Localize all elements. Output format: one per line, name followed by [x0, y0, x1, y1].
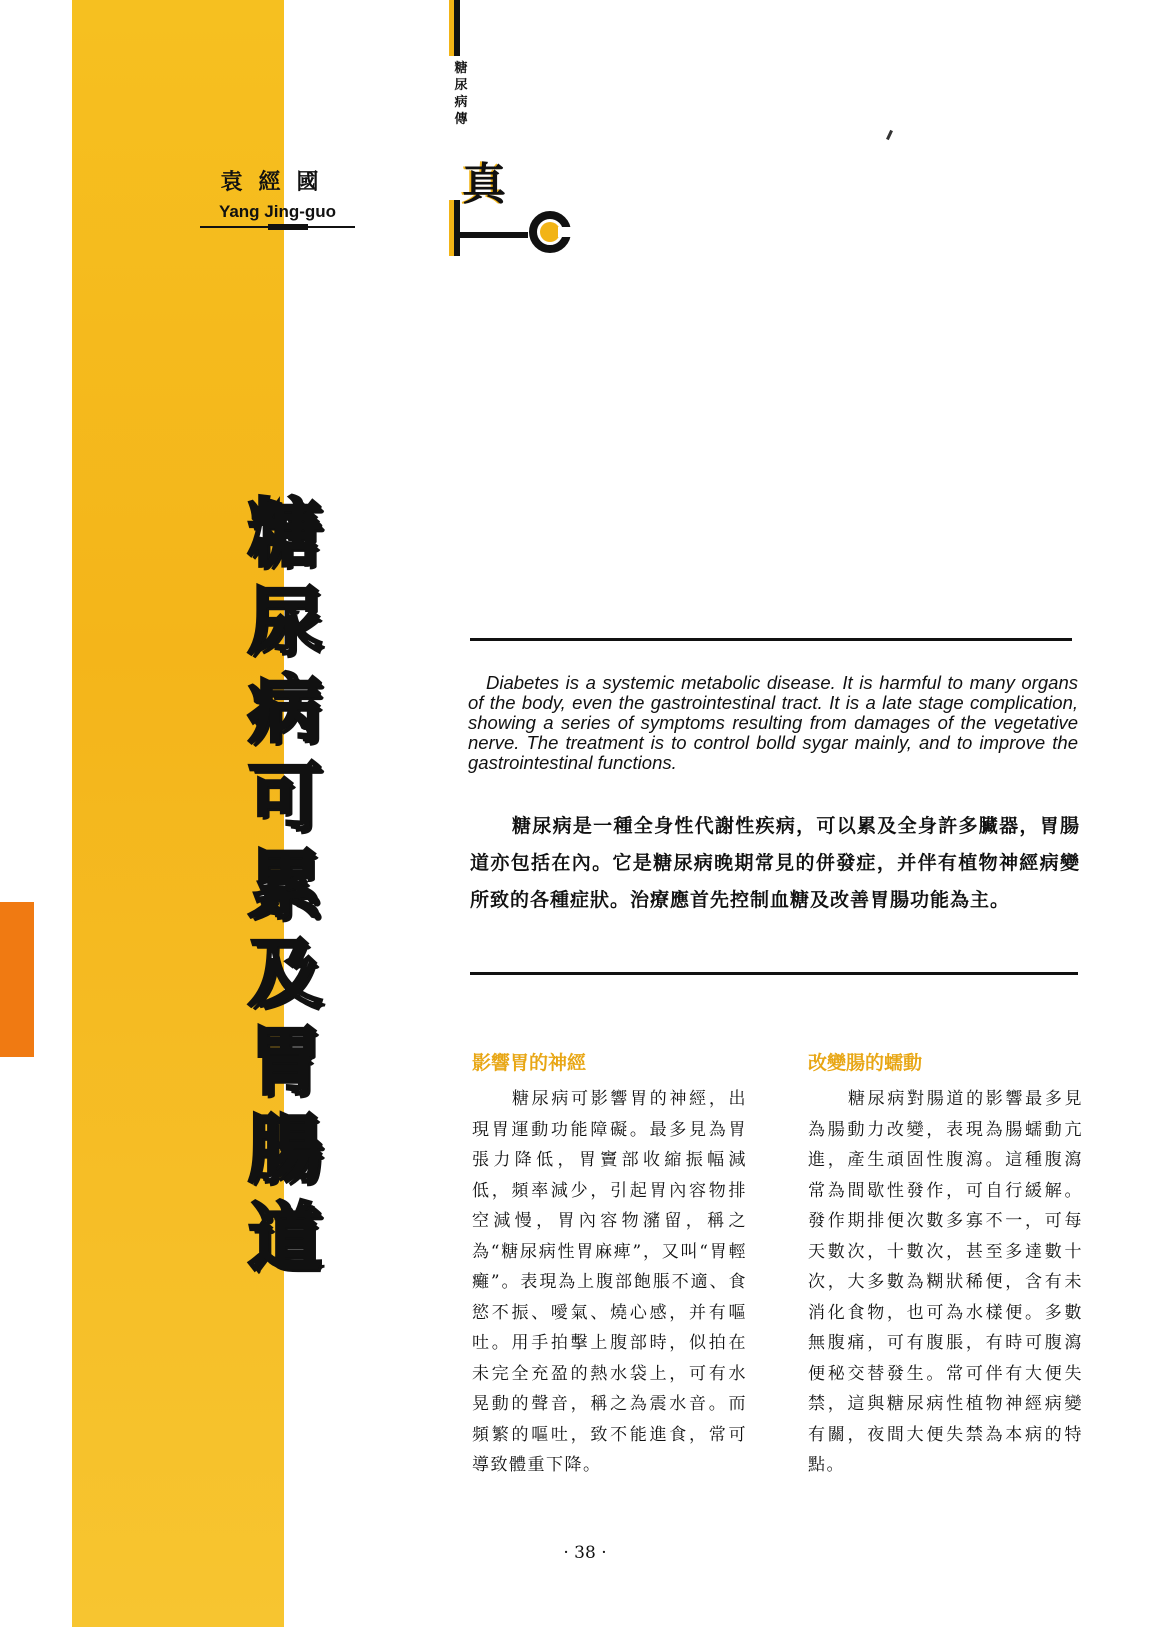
abstract-english: Diabetes is a systemic metabolic disease. It is harmful to many organs of the body, even the gastrointestinal tract. It is a late stage complication, showing a series of symptoms resulting from damages of the vegetative nerve. The treatment is to control bolld sygar mainly, and to improve the gastrointestinal functions. — [468, 672, 1078, 773]
author-name-chinese: 袁經國 — [220, 170, 335, 195]
section-body: 糖尿病可影響胃的神經，出現胃運動功能障礙。最多見為胃張力降低，胃竇部收縮振幅減低，頻率減少，引起胃內容物排空減慢，胃內容物瀦留，稱之為“糖尿病性胃麻痺”，又叫“胃輕癱”。表現為上腹部飽脹不適、食慾不振、噯氣、燒心感，并有嘔吐。用手拍擊上腹部時，似拍在未完全充盈的熱水袋上，可有水晃動的聲音，稱之為震水音。而頻繁的嘔吐，致不能進食，常可導致體重下降。 — [472, 1089, 747, 1475]
column-logo-bar — [454, 0, 460, 56]
author-divider-accent — [268, 224, 308, 230]
column-title-char: 真 — [462, 159, 506, 210]
column-logo-ring — [528, 210, 572, 254]
page-number: · 38 · — [563, 1543, 607, 1563]
series-char: 尿 — [454, 78, 468, 93]
series-char: 病 — [454, 95, 468, 110]
section-heading: 改變腸的蠕動 — [808, 1052, 923, 1074]
author-name-english: Yang Jing-guo — [218, 202, 337, 221]
title-char: 可 — [248, 755, 322, 841]
abstract-chinese: 糖尿病是一種全身性代謝性疾病，可以累及全身許多臟器，胃腸道亦包括在內。它是糖尿病晚期常見的併發症，并伴有植物神經病變所致的各種症狀。治療應首先控制血糖及改善胃腸功能為主。 — [470, 815, 1080, 911]
article-title — [240, 490, 330, 1282]
column-logo-bar — [454, 200, 460, 256]
series-char: 傳 — [454, 112, 468, 127]
section-body: 糖尿病對腸道的影響最多見為腸動力改變，表現為腸蠕動亢進，產生頑固性腹瀉。這種腹瀉常為間歇性發作，可自行緩解。發作期排便次數多寡不一，可每天數次，十數次，甚至多達數十次，大多數為糊狀稀便，含有未消化食物，也可為水樣便。多數無腹痛，可有腹脹，有時可腹瀉便秘交替發生。常可伴有大便失禁，這與糖尿病性植物神經病變有關，夜間大便失禁為本病的特點。 — [808, 1089, 1083, 1475]
column-series-label — [450, 60, 472, 128]
section-stomach-nerve — [472, 1048, 747, 1481]
title-char: 道 — [248, 1195, 322, 1281]
title-char: 糖 — [248, 491, 322, 577]
abstract-top-rule — [470, 638, 1072, 641]
title-char: 及 — [248, 931, 322, 1017]
title-char: 累 — [248, 843, 322, 929]
title-char: 腸 — [248, 1107, 322, 1193]
title-char: 尿 — [248, 579, 322, 665]
orange-edge-tab — [0, 902, 34, 1057]
title-char: 胃 — [248, 1019, 322, 1105]
title-char: 病 — [248, 667, 322, 753]
author-byline — [200, 165, 355, 222]
section-intestine-motility — [808, 1048, 1083, 1481]
print-speck — [886, 130, 893, 140]
section-heading: 影響胃的神經 — [472, 1052, 587, 1074]
abstract-bottom-rule — [470, 972, 1078, 975]
column-logo-crossbar — [460, 232, 528, 238]
series-char: 糖 — [454, 61, 468, 76]
